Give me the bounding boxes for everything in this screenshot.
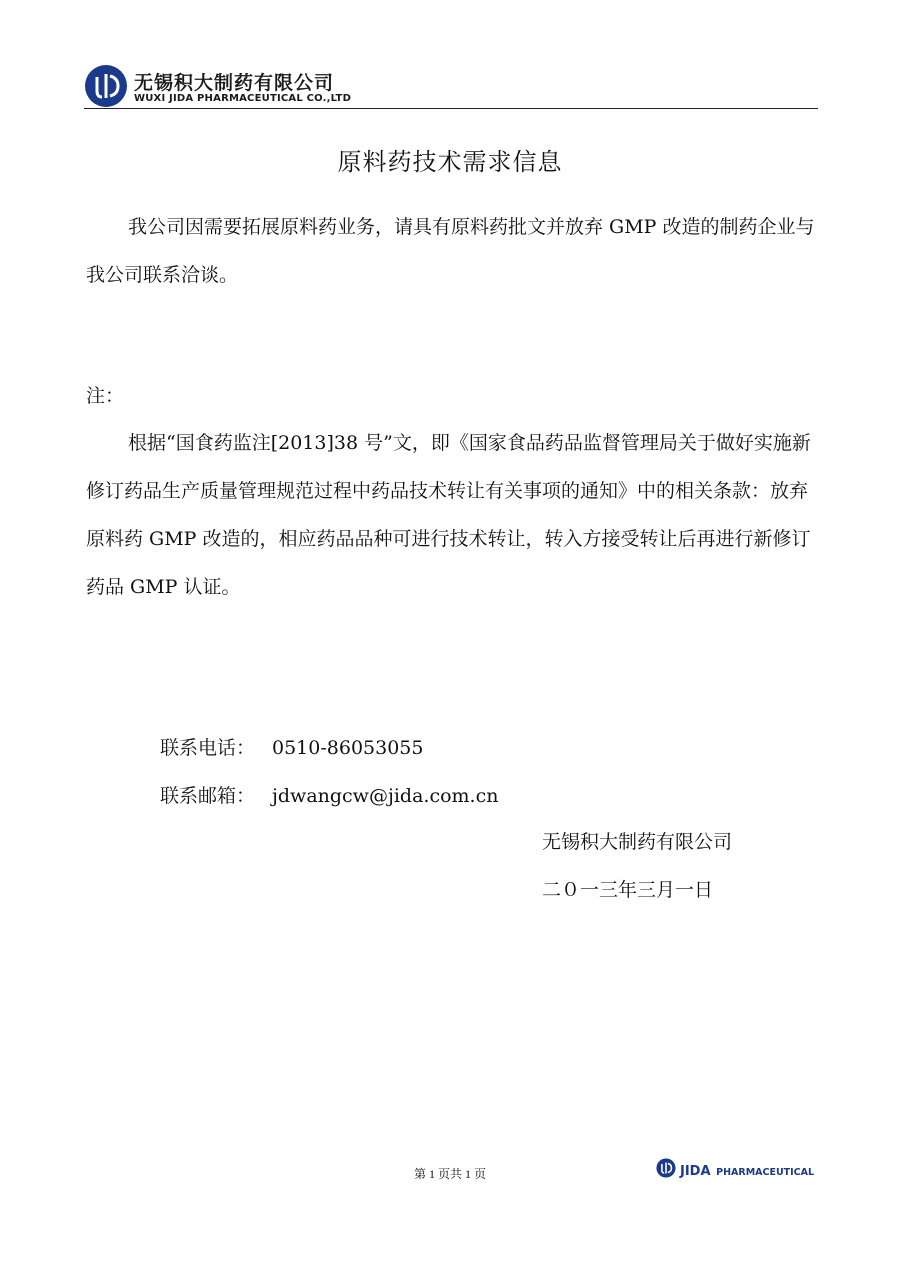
note-label: 注：	[86, 385, 125, 407]
header-divider	[84, 108, 818, 109]
footer-brand-text	[680, 1160, 814, 1179]
intro-paragraph: 我公司因需要拓展原料药业务，请具有原料药批文并放弃 GMP 改造的制药企业与我公司联系洽谈。	[86, 216, 815, 286]
document-title: 原料药技术需求信息	[337, 148, 563, 176]
jida-footer-logo-icon	[656, 1158, 676, 1178]
contact-phone-row	[160, 733, 423, 760]
email-value[interactable]: jdwangcw@jida.com.cn	[272, 785, 499, 807]
footer-brand-main: JIDA	[680, 1164, 711, 1179]
signature-date: 二０一三年三月一日	[542, 879, 714, 901]
phone-label: 联系电话：	[160, 737, 256, 759]
company-name-cn: 无锡积大制药有限公司	[134, 72, 335, 94]
contact-email-row	[160, 781, 498, 808]
signature-company: 无锡积大制药有限公司	[542, 831, 733, 853]
letterhead	[84, 62, 818, 110]
company-name-en: WUXI JIDA PHARMACEUTICAL CO.,LTD	[134, 93, 352, 104]
email-label: 联系邮箱：	[160, 785, 256, 807]
footer-brand-sub: PHARMACEUTICAL	[716, 1167, 815, 1178]
page-number: 第 1 页共 1 页	[413, 1167, 486, 1181]
phone-value: 0510-86053055	[272, 737, 424, 759]
jida-logo-icon	[84, 64, 128, 108]
footer-brand	[656, 1157, 826, 1179]
note-paragraph: 根据“国食药监注[2013]38 号”文，即《国家食品药品监督管理局关于做好实施新修订药品生产质量管理规范过程中药品技术转让有关事项的通知》中的相关条款：放弃原料药 GMP 改造的，相应药品品种可进行技术转让，转入方接受转让后再进行新修订药品 GMP 认证。	[86, 432, 811, 598]
